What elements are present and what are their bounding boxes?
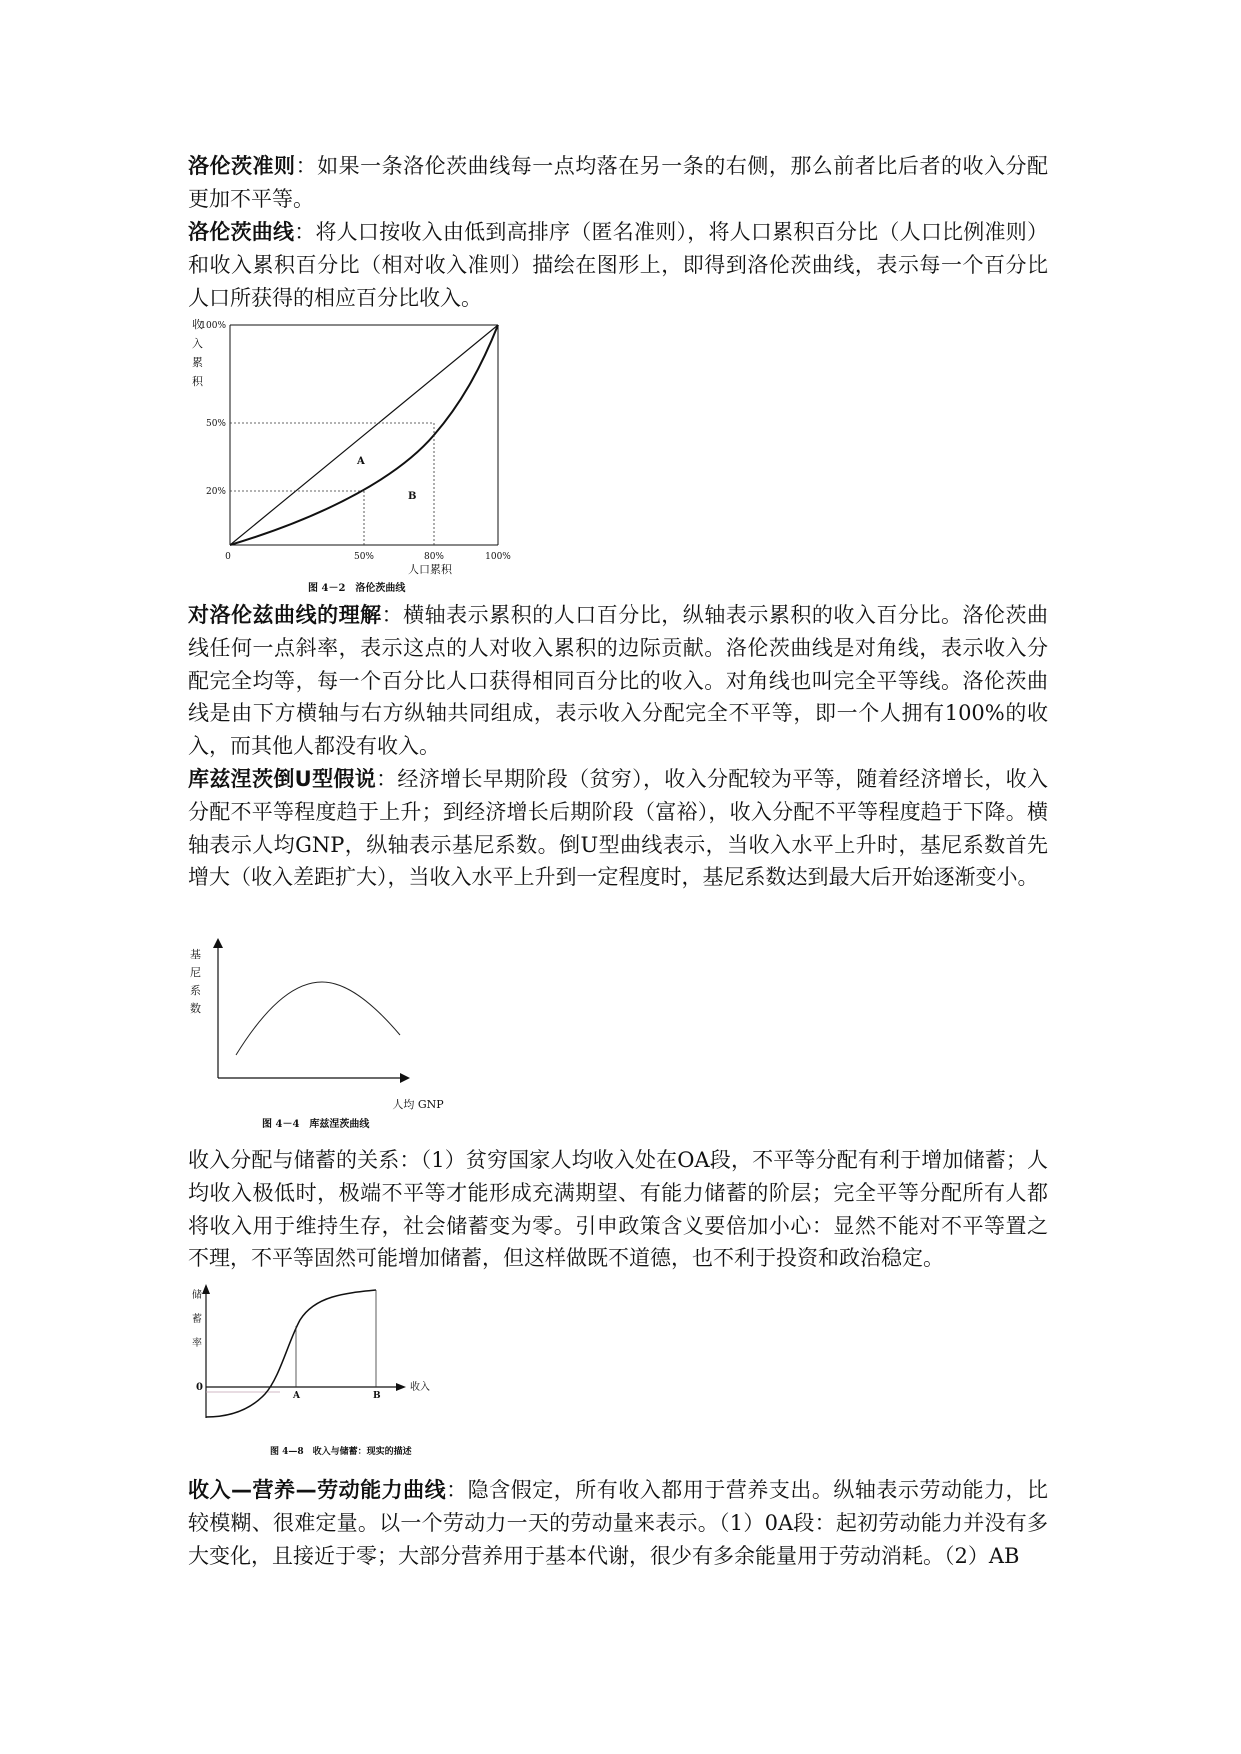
term-colon: ： xyxy=(376,767,398,791)
paragraph-lorenz-understanding xyxy=(188,599,1048,763)
figure-kuznets-curve xyxy=(180,930,480,1140)
y-tick-label: 20% xyxy=(205,487,226,497)
region-b-label: B xyxy=(408,491,417,502)
figure-caption: 图 4－2 洛伦茨曲线 xyxy=(308,583,406,594)
paragraph-income-savings xyxy=(188,1144,1048,1275)
y-axis-arrow xyxy=(213,938,223,948)
figure-caption: 图 4－4 库兹涅茨曲线 xyxy=(262,1119,370,1130)
paragraph-lorenz-criterion xyxy=(188,150,1048,216)
x-axis-arrow xyxy=(400,1073,410,1083)
figure-caption: 图 4—8 收入与储蓄：现实的描述 xyxy=(270,1447,412,1457)
paragraph-text: 横轴表示累积的人口百分比，纵轴表示累积的收入百分比。洛伦茨曲线任何一点斜率，表示这点的人对收入累积的边际贡献。洛伦茨曲线是对角线，表示收入分配完全均等，每一个百分比人口获得相同百分比的收入。对角线也叫完全平等线。洛伦茨曲线是由下方横轴与右方纵轴共同组成，表示收入分配完全不平等，即一个人拥有100%的收入，而其他人都没有收入。 xyxy=(188,603,1049,759)
paragraph-text: 隐含假定，所有收入都用于营养支出。纵轴表示劳动能力，比较模糊、很难定量。以一个劳动力一天的劳动量来表示。（1）0A段：起初劳动能力并没有多大变化，且接近于零；大部分营养用于基本代谢，很少有多余能量用于劳动消耗。（2）AB xyxy=(188,1478,1049,1568)
ylabel-char: 数 xyxy=(190,1002,201,1015)
x-axis-arrow xyxy=(396,1383,406,1391)
term-colon: ： xyxy=(295,154,318,178)
term-income-nutrition-labor: 收入—营养—劳动能力曲线 xyxy=(188,1478,447,1502)
ylabel-char: 基 xyxy=(190,948,201,961)
point-b-label: B xyxy=(373,1391,381,1401)
figure-lorenz-curve xyxy=(180,315,540,600)
x-axis-label: 人口累积 xyxy=(408,563,452,576)
term-colon: ： xyxy=(294,220,316,244)
ylabel-char: 累 xyxy=(192,356,203,369)
point-a-label: A xyxy=(293,1391,300,1401)
x-tick-label: 100% xyxy=(485,552,511,562)
paragraph-income-nutrition-labor xyxy=(188,1474,1048,1572)
term-colon: ： xyxy=(381,603,404,627)
ylabel-char: 率 xyxy=(192,1338,202,1349)
ylabel-char: 入 xyxy=(192,337,203,350)
x-tick-label: 0 xyxy=(225,552,231,562)
ylabel-char: 积 xyxy=(192,375,203,388)
y-tick-label: 50% xyxy=(205,419,226,429)
term-kuznets-hypothesis: 库兹涅茨倒U型假说 xyxy=(188,767,377,791)
paragraph-text: 收入分配与储蓄的关系：（1）贫穷国家人均收入处在OA段，不平等分配有利于增加储蓄；人均收入极低时，极端不平等才能形成充满期望、有能力储蓄的阶层；完全平等分配所有人都将收入用于维持生存，社会储蓄变为零。引申政策含义要倍加小心：显然不能对不平等置之不理，不平等固然可能增加储蓄，但这样做既不道德，也不利于投资和政治稳定。 xyxy=(188,1148,1048,1271)
ylabel-char: 收 xyxy=(192,318,203,331)
y-axis-arrow xyxy=(202,1284,210,1294)
x-tick-label: 80% xyxy=(423,552,445,562)
paragraph-lorenz-curve xyxy=(188,216,1048,314)
ylabel-char: 储 xyxy=(192,1290,202,1301)
term-lorenz-understanding: 对洛伦兹曲线的理解 xyxy=(188,603,382,627)
paragraph-text: 将人口按收入由低到高排序（匿名准则），将人口累积百分比（人口比例准则）和收入累积百分比（相对收入准则）描绘在图形上，即得到洛伦茨曲线，表示每一个百分比人口所获得的相应百分比收入。 xyxy=(188,220,1049,310)
paragraph-text: 经济增长早期阶段（贫穷），收入分配较为平等，随着经济增长，收入分配不平等程度趋于上升；到经济增长后期阶段（富裕），收入分配不平等程度趋于下降。横轴表示人均GNP，纵轴表示基尼系数。倒U型曲线表示，当收入水平上升时，基尼系数首先增大（收入差距扩大），当收入水平上升到一定程度时，基尼系数达到最大后开始逐渐变小。 xyxy=(188,767,1048,890)
kuznets-curve-svg xyxy=(180,930,480,1140)
term-colon: ： xyxy=(446,1478,468,1502)
x-axis-label: 人均 GNP xyxy=(392,1098,444,1111)
lorenz-curve-svg xyxy=(180,315,540,600)
y-tick-label: 100% xyxy=(200,321,226,331)
x-tick-label: 50% xyxy=(353,552,375,562)
origin-label: 0 xyxy=(196,1382,203,1393)
figure-income-savings xyxy=(180,1282,480,1462)
paragraph-kuznets-hypothesis xyxy=(188,763,1048,894)
kuznets-curve-line xyxy=(236,982,400,1055)
term-lorenz-criterion: 洛伦茨准则 xyxy=(188,154,296,178)
paragraph-text: 如果一条洛伦茨曲线每一点均落在另一条的右侧，那么前者比后者的收入分配更加不平等。 xyxy=(188,154,1049,211)
income-savings-svg xyxy=(180,1282,480,1462)
ylabel-char: 蓄 xyxy=(192,1314,202,1325)
savings-curve-line xyxy=(206,1290,376,1417)
term-lorenz-curve: 洛伦茨曲线 xyxy=(188,220,295,244)
region-a-label: A xyxy=(357,456,365,467)
x-axis-label: 收入 xyxy=(410,1382,430,1393)
ylabel-char: 尼 xyxy=(190,966,201,979)
ylabel-char: 系 xyxy=(190,984,201,997)
